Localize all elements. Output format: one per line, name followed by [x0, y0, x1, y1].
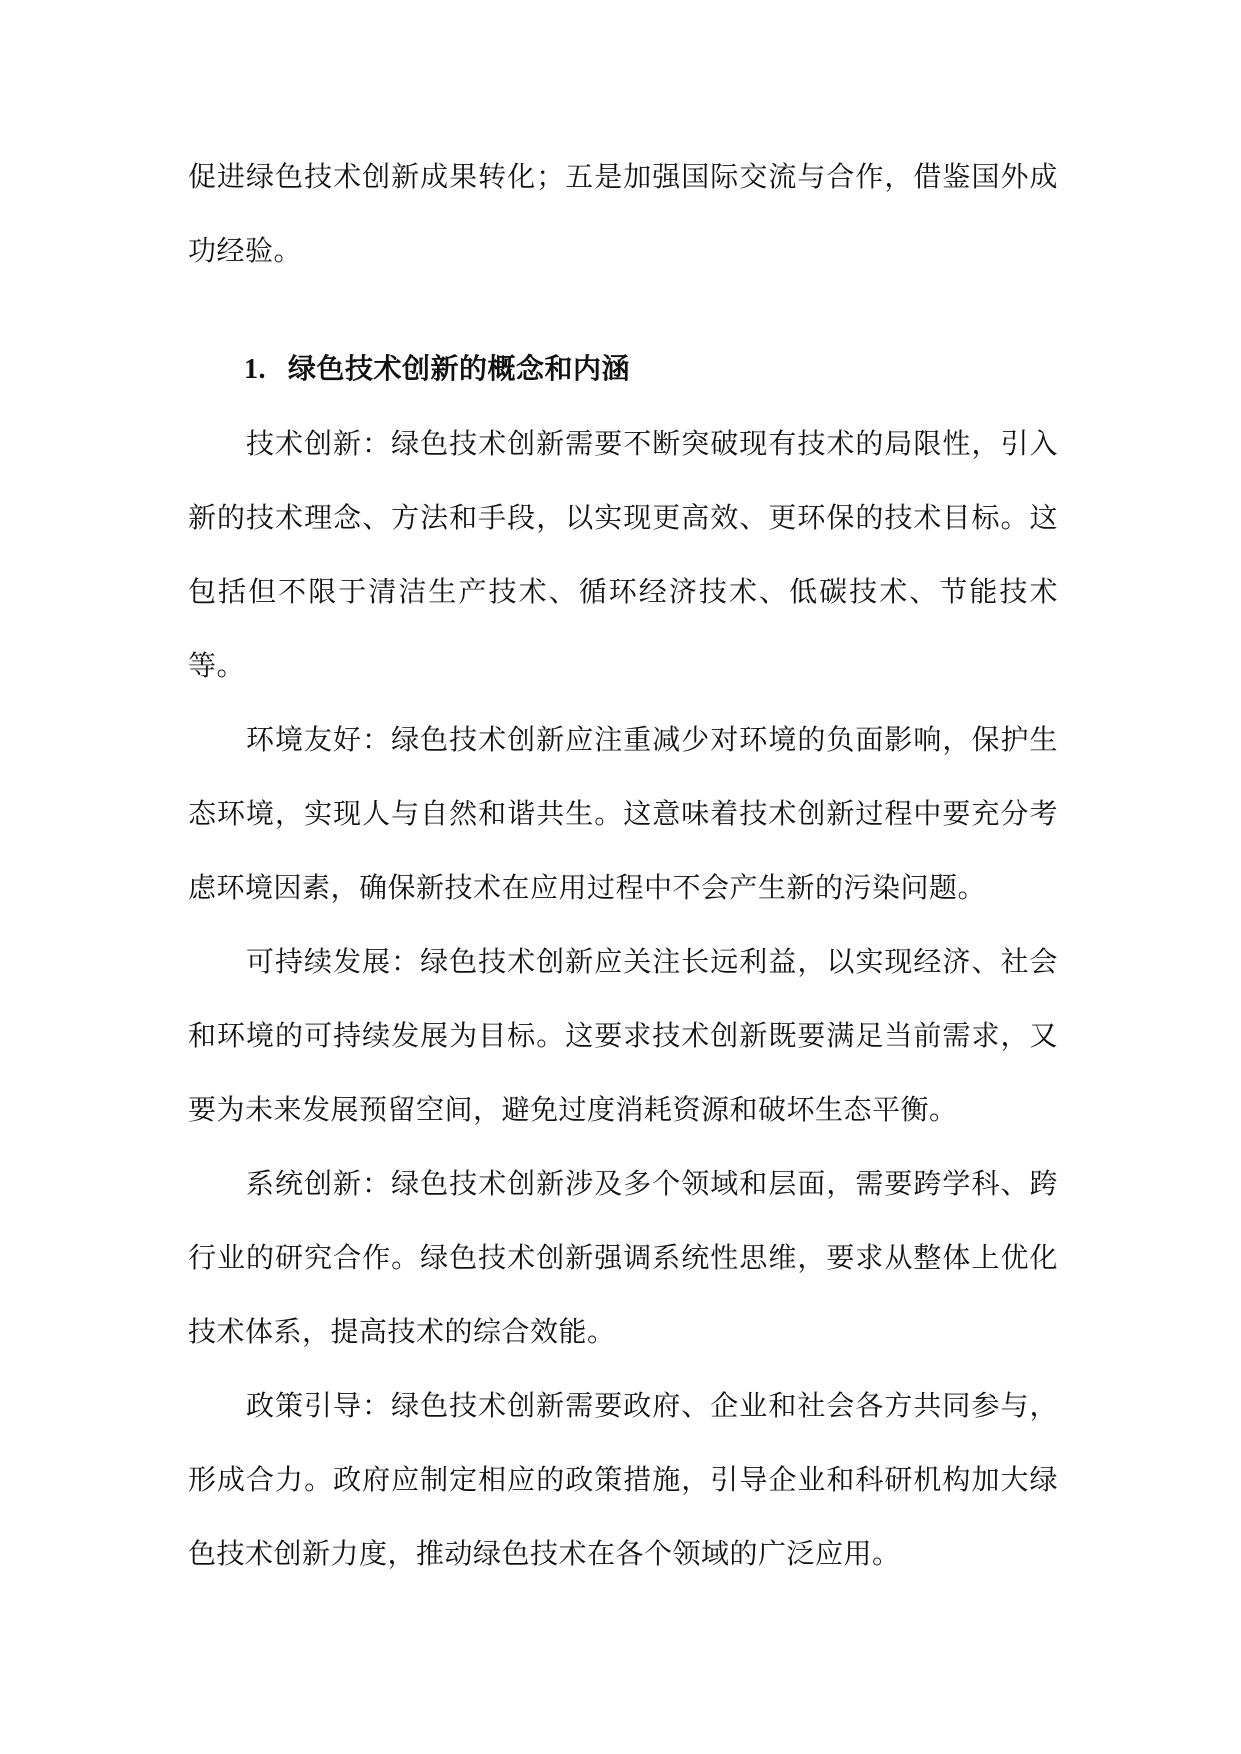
- paragraph-sustainable-development: 可持续发展：绿色技术创新应关注长远利益，以实现经济、社会和环境的可持续发展为目标。这要求技术创新既要满足当前需求，又要为未来发展预留空间，避免过度消耗资源和破坏生态平衡。: [188, 945, 1058, 1126]
- paragraph-technical-innovation: 技术创新：绿色技术创新需要不断突破现有技术的局限性，引入新的技术理念、方法和手段，以实现更高效、更环保的技术目标。这包括但不限于清洁生产技术、循环经济技术、低碳技术、节能技术等。: [188, 427, 1058, 682]
- section-number: 1.: [244, 354, 266, 385]
- section-title: 绿色技术创新的概念和内涵: [288, 352, 631, 385]
- paragraph-system-innovation: 系统创新：绿色技术创新涉及多个领域和层面，需要跨学科、跨行业的研究合作。绿色技术创新强调系统性思维，要求从整体上优化技术体系，提高技术的综合效能。: [188, 1167, 1058, 1348]
- paragraph-policy-guidance: 政策引导：绿色技术创新需要政府、企业和社会各方共同参与，形成合力。政府应制定相应的政策措施，引导企业和科研机构加大绿色技术创新力度，推动绿色技术在各个领域的广泛应用。: [188, 1389, 1058, 1570]
- document-body: [188, 140, 1058, 1591]
- intro-paragraph: 促进绿色技术创新成果转化；五是加强国际交流与合作，借鉴国外成功经验。: [188, 160, 1058, 267]
- section-heading: [188, 332, 1058, 407]
- paragraph-environment-friendly: 环境友好：绿色技术创新应注重减少对环境的负面影响，保护生态环境，实现人与自然和谐共生。这意味着技术创新过程中要充分考虑环境因素，确保新技术在应用过程中不会产生新的污染问题。: [188, 723, 1058, 904]
